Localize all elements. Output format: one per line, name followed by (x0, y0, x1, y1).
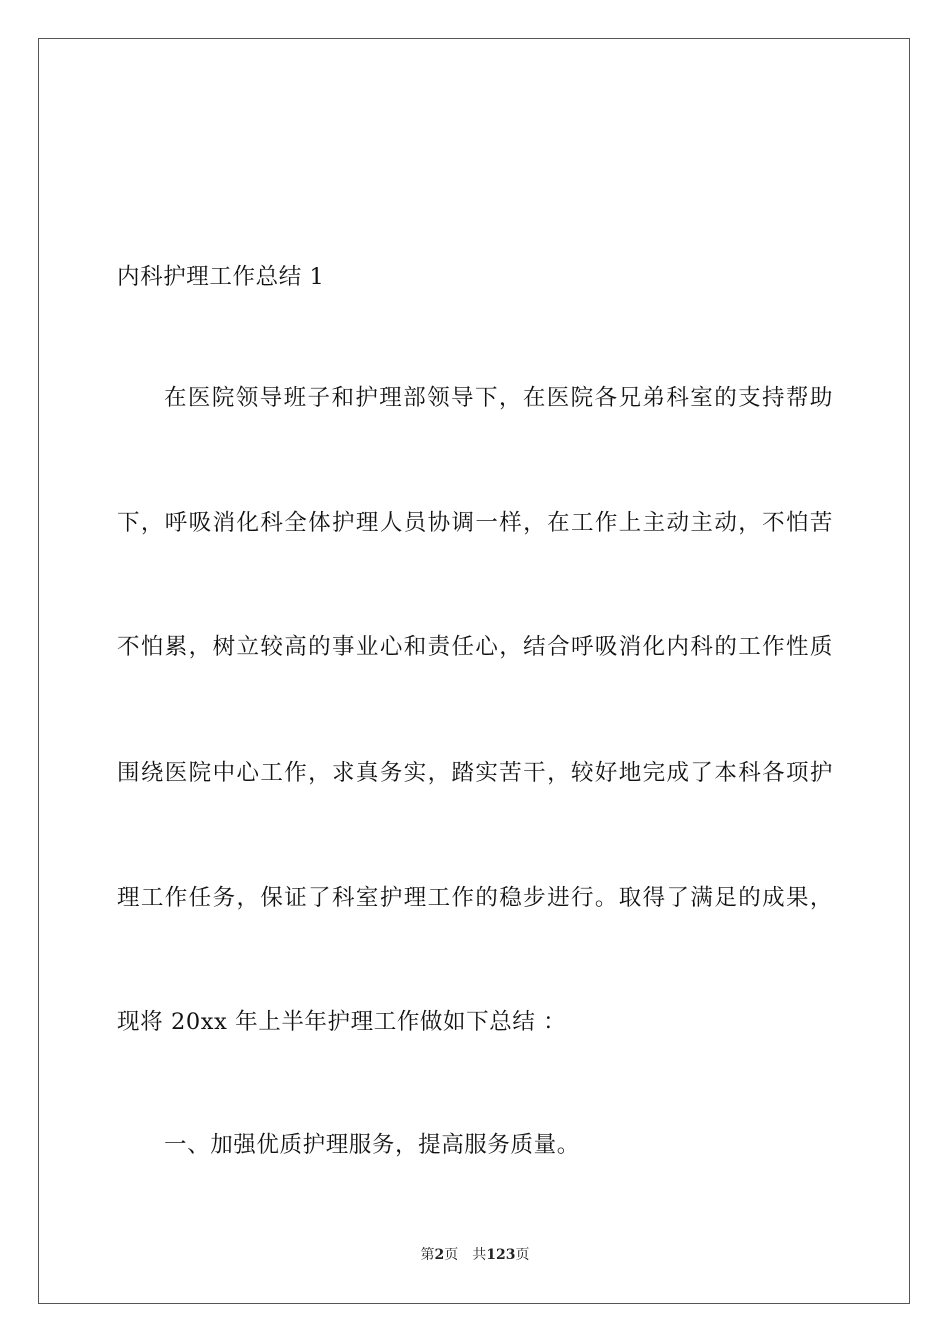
paragraph-line: 理工作任务，保证了科室护理工作的稳步进行。取得了满足的成果， (117, 885, 833, 911)
paragraph-line: 在医院领导班子和护理部领导下，在医院各兄弟科室的支持帮助 (164, 385, 833, 411)
footer-total-suffix: 页 (515, 1247, 530, 1263)
section-heading: 一、加强优质护理服务，提高服务质量。 (164, 1132, 580, 1158)
footer-total-pages: 123 (486, 1247, 516, 1263)
paragraph-line: 不怕累，树立较高的事业心和责任心，结合呼吸消化内科的工作性质 (117, 634, 833, 660)
paragraph-line: 围绕医院中心工作，求真务实，踏实苦干，较好地完成了本科各项护 (117, 760, 833, 786)
document-title: 内科护理工作总结 1 (117, 264, 325, 290)
paragraph-line: 下，呼吸消化科全体护理人员协调一样，在工作上主动主动，不怕苦 (117, 510, 833, 536)
footer-page-prefix: 第 (420, 1247, 435, 1263)
page-footer (0, 1245, 950, 1265)
footer-total-prefix: 共 (472, 1247, 487, 1263)
page-border (38, 38, 910, 1304)
footer-page-number: 2 (434, 1247, 445, 1263)
paragraph-line: 现将 20xx 年上半年护理工作做如下总结 ： (117, 1009, 567, 1035)
footer-page-suffix: 页 (444, 1247, 459, 1263)
